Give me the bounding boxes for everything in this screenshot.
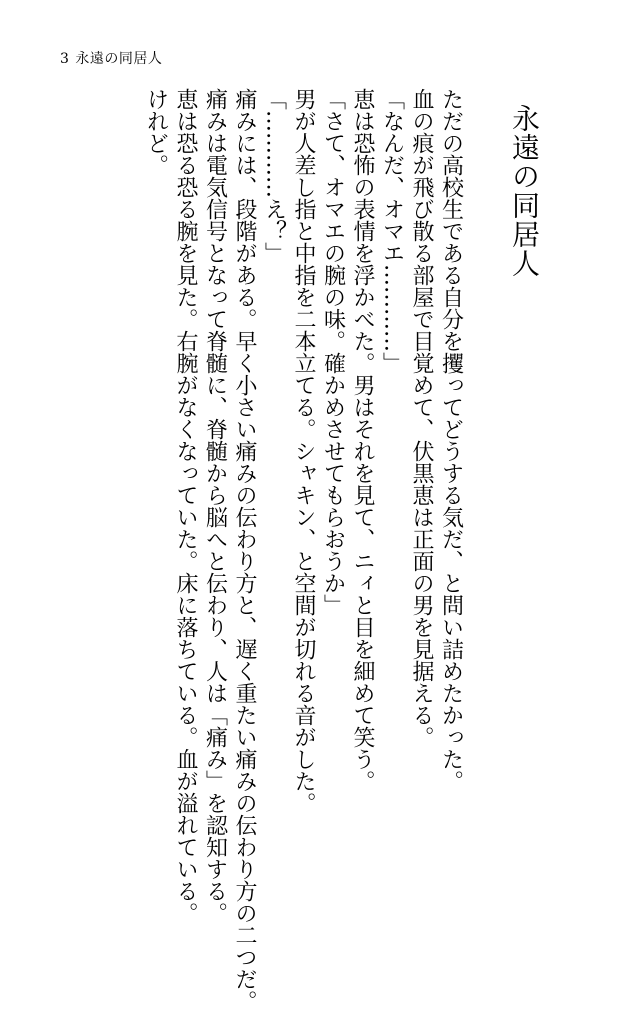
running-title: 永遠の同居人 <box>75 51 163 67</box>
chapter-title: 永遠の同居人 <box>508 104 541 278</box>
text-line: 恵は恐怖の表情を浮かべた。男はそれを見て、ニィと目を細めて笑う。 <box>350 88 375 792</box>
text-line: けれど。 <box>143 88 169 176</box>
page-number: 3 <box>60 51 70 67</box>
text-line: 男が人差し指と中指を二本立てる。シャキン、と空間が切れる音がした。 <box>291 88 316 814</box>
body-text <box>141 88 541 1012</box>
text-line: 「なんだ、オマエ…………」 <box>379 88 405 374</box>
text-line: 「さて、オマエの腕の味。確かめさせてもらおうか」 <box>320 88 346 616</box>
text-line: 血の痕が飛び散る部屋で目覚めて、伏黒恵は正面の男を見据える。 <box>409 88 434 748</box>
text-line: ただの高校生である自分を攫ってどうする気だ、と問い詰めたかった。 <box>438 88 464 792</box>
text-line: 恵は恐る恐る腕を見た。右腕がなくなっていた。床に落ちている。血が溢れている。 <box>173 88 198 924</box>
text-line: 痛みは電気信号となって脊髄に、脊髄から脳へと伝わり、人は「痛み」を認知する。 <box>202 88 228 924</box>
running-head <box>60 52 162 66</box>
text-line: 痛みには、段階がある。早く小さい痛みの伝わり方と、遅く重たい痛みの伝わり方の二つだ。 <box>232 88 257 1012</box>
text-line: 「…………え？」 <box>261 88 287 264</box>
